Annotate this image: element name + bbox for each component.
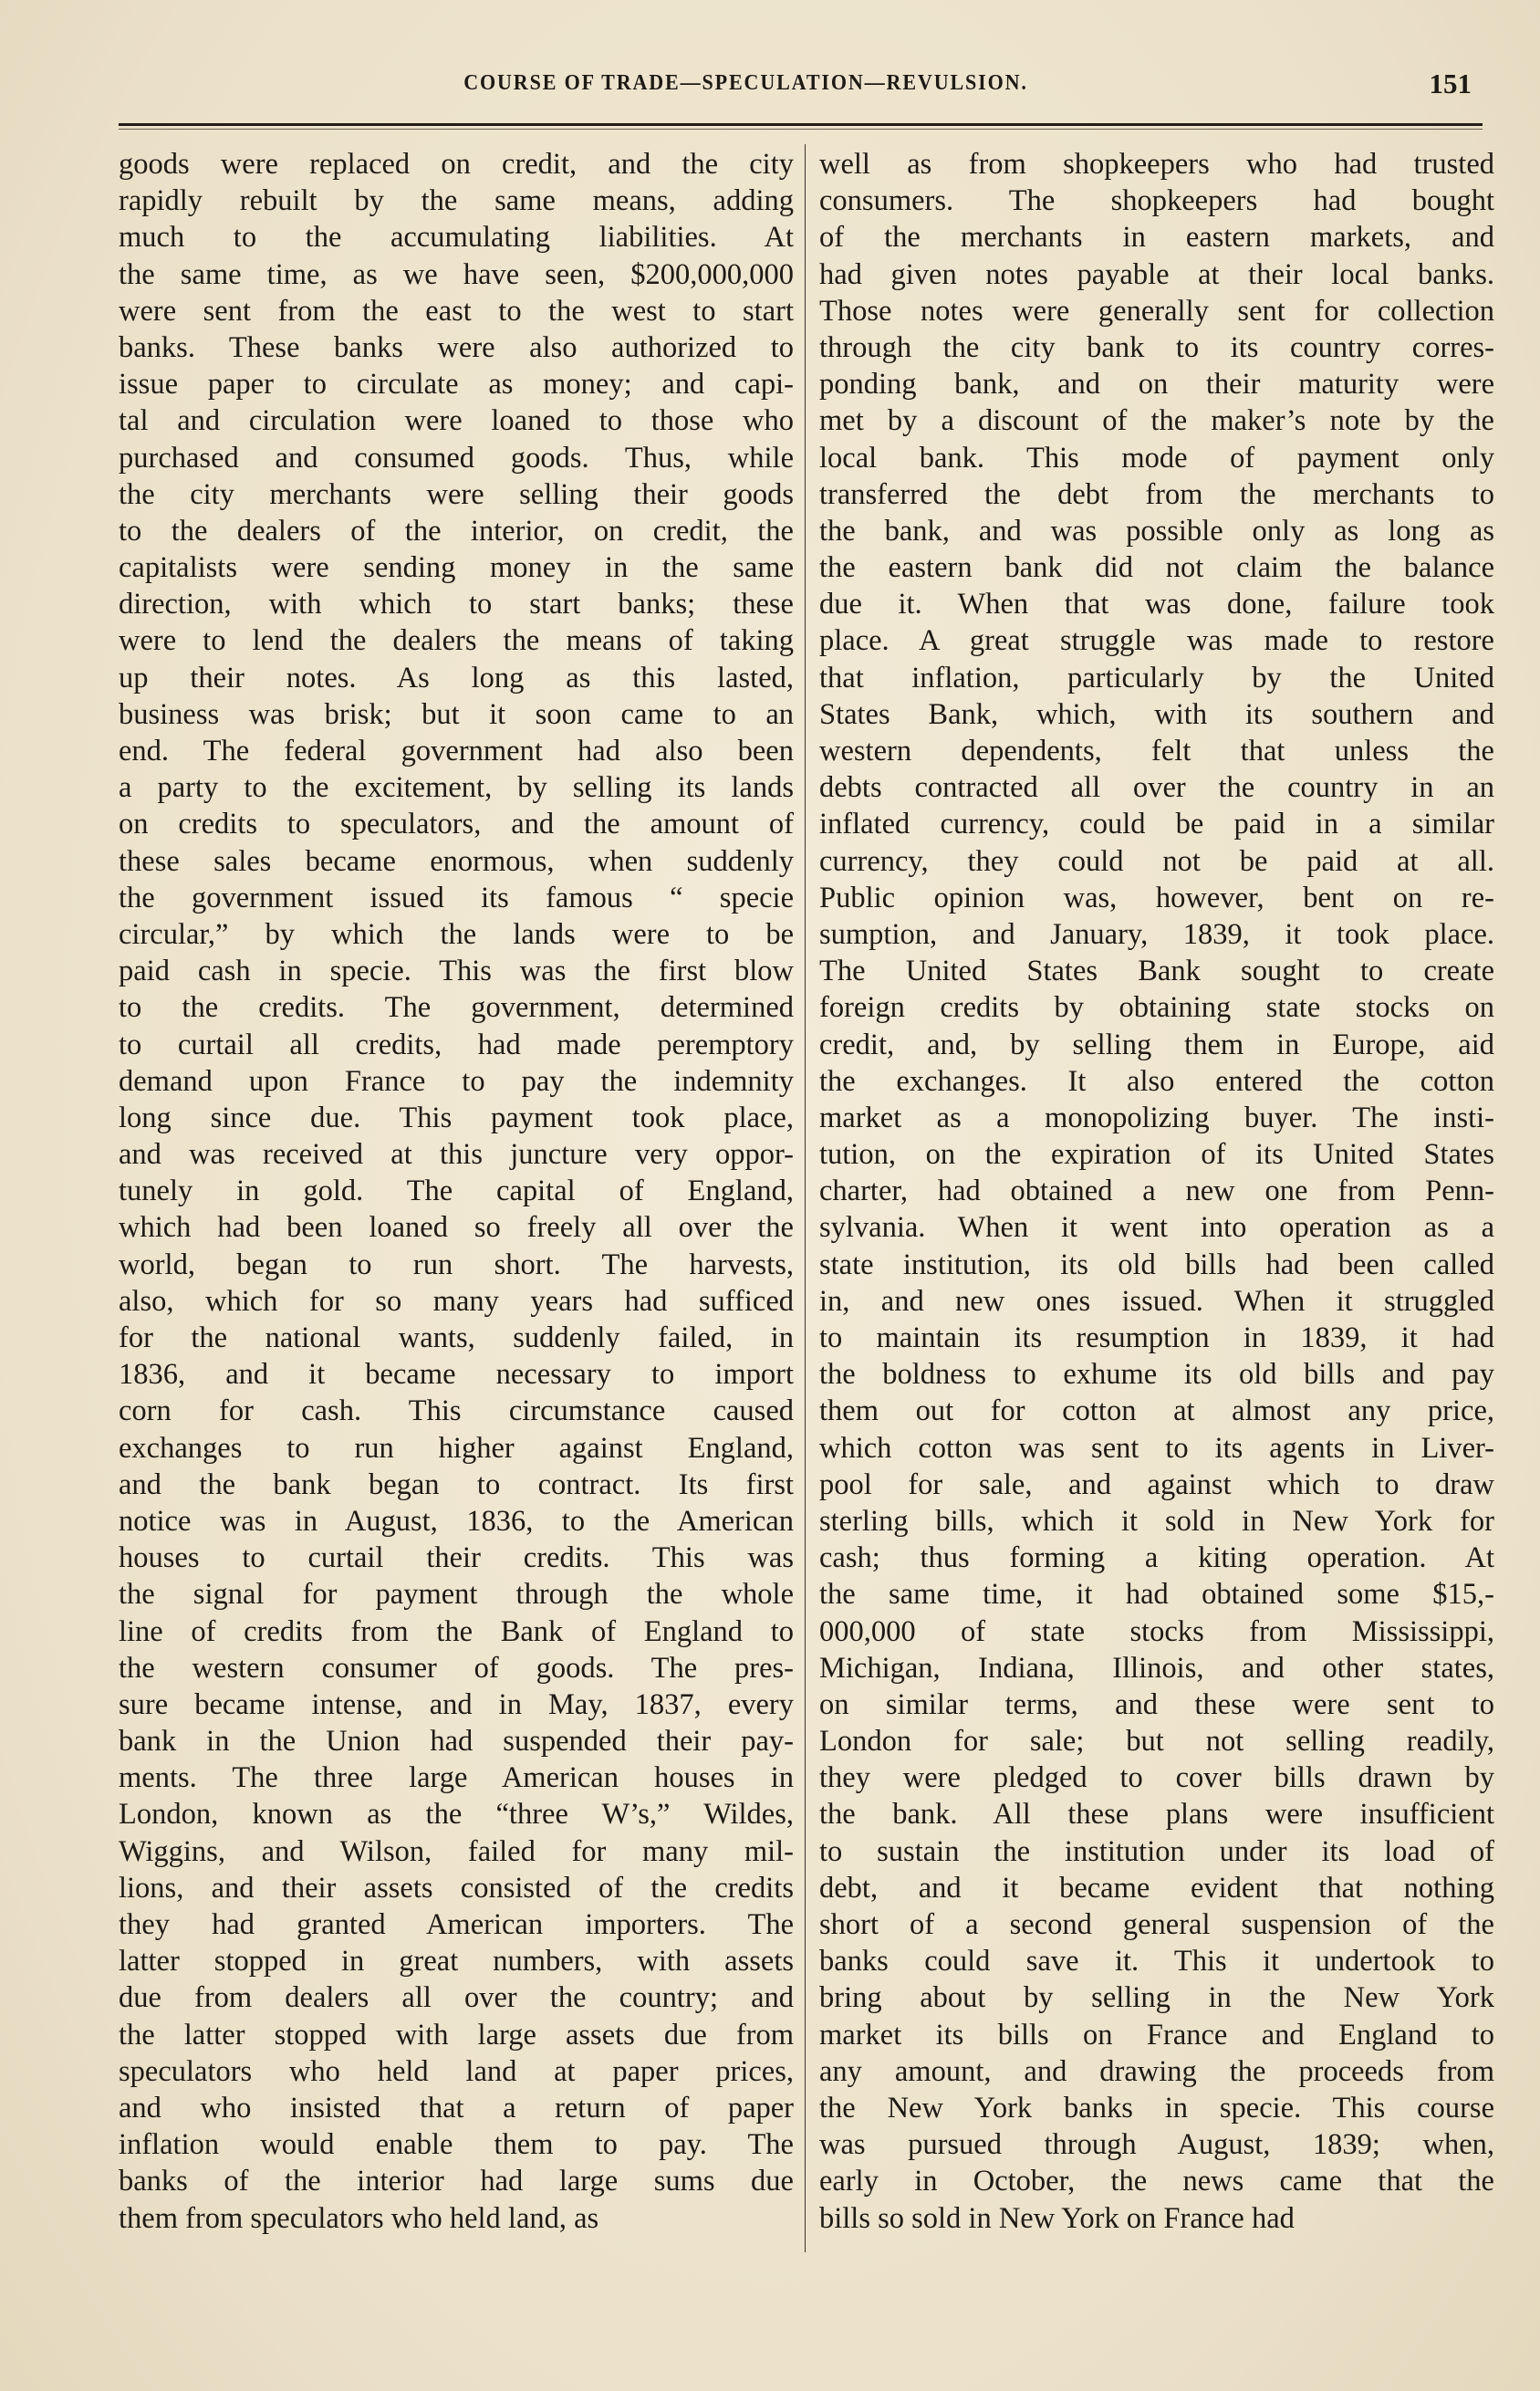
text-line: consumers. The shopkeepers had bought — [819, 184, 1494, 218]
text-line: banks of the interior had large sums due — [119, 2165, 794, 2198]
text-line: bring about by selling in the New York — [819, 1981, 1494, 2015]
text-line: speculators who held land at paper prices, — [119, 2054, 794, 2088]
text-line: the eastern bank did not claim the balance — [819, 551, 1494, 585]
text-line: to the credits. The government, determined — [119, 991, 794, 1025]
text-line: foreign credits by obtaining state stocks on — [819, 991, 1494, 1025]
text-line: capitalists were sending money in the same — [119, 551, 794, 585]
text-line: local bank. This mode of payment only — [819, 441, 1494, 475]
text-line: on similar terms, and these were sent to — [819, 1687, 1494, 1721]
text-line: goods were replaced on credit, and the city — [119, 148, 794, 181]
text-line: well as from shopkeepers who had trusted — [819, 148, 1494, 181]
text-line: ments. The three large American houses in — [119, 1761, 794, 1795]
text-line: cash; thus forming a kiting operation. At — [819, 1541, 1494, 1575]
text-line: issue paper to circulate as money; and capi- — [119, 368, 794, 402]
text-line: early in October, the news came that the — [819, 2165, 1494, 2198]
text-line: the New York banks in specie. This course — [819, 2091, 1494, 2125]
text-line: to the dealers of the interior, on credit, the — [119, 514, 794, 548]
text-line: to maintain its resumption in 1839, it had — [819, 1321, 1494, 1354]
text-line: these sales became enormous, when suddenly — [119, 844, 794, 878]
text-line: and the bank began to contract. Its first — [119, 1467, 794, 1501]
text-line: notice was in August, 1836, to the American — [119, 1504, 794, 1538]
text-line: exchanges to run higher against England, — [119, 1431, 794, 1465]
text-line: of the merchants in eastern markets, and — [819, 221, 1494, 255]
text-line: States Bank, which, with its southern and — [819, 697, 1494, 731]
text-line: any amount, and drawing the proceeds from — [819, 2054, 1494, 2088]
text-line: market as a monopolizing buyer. The insti- — [819, 1101, 1494, 1134]
text-line: met by a discount of the maker’s note by the — [819, 404, 1494, 438]
text-line: demand upon France to pay the indemnity — [119, 1064, 794, 1098]
text-line: Wiggins, and Wilson, failed for many mil- — [119, 1834, 794, 1868]
text-line: the exchanges. It also entered the cotton — [819, 1064, 1494, 1098]
text-line: for the national wants, suddenly failed, in — [119, 1321, 794, 1354]
text-line: Michigan, Indiana, Illinois, and other states, — [819, 1651, 1494, 1685]
text-line: debts contracted all over the country in an — [819, 771, 1494, 805]
text-line: currency, they could not be paid at all. — [819, 844, 1494, 878]
text-line: and was received at this juncture very oppor- — [119, 1138, 794, 1172]
text-line: sterling bills, which it sold in New York for — [819, 1504, 1494, 1538]
text-line: banks. These banks were also authorized to — [119, 330, 794, 364]
page-header — [119, 68, 1483, 108]
text-line: and who insisted that a return of paper — [119, 2091, 794, 2125]
text-line: which had been loaned so freely all over the — [119, 1211, 794, 1245]
text-line: sumption, and January, 1839, it took place. — [819, 917, 1494, 951]
text-line: sure became intense, and in May, 1837, every — [119, 1687, 794, 1721]
text-line: the signal for payment through the whole — [119, 1578, 794, 1612]
text-line: them out for cotton at almost any price, — [819, 1394, 1494, 1428]
text-line: lions, and their assets consisted of the credits — [119, 1871, 794, 1905]
running-head: COURSE OF TRADE—SPECULATION—REVULSION. — [463, 71, 1028, 95]
text-line: pool for sale, and against which to draw — [819, 1467, 1494, 1501]
text-line: through the city bank to its country corres- — [819, 330, 1494, 364]
text-line: them from speculators who held land, as — [119, 2201, 599, 2235]
text-line: the government issued its famous “ specie — [119, 881, 794, 914]
text-line: banks could save it. This it undertook to — [819, 1945, 1494, 1979]
text-line: bank in the Union had suspended their pay- — [119, 1725, 794, 1759]
text-line: due it. When that was done, failure took — [819, 588, 1494, 621]
text-line: houses to curtail their credits. This was — [119, 1541, 794, 1575]
header-rule — [119, 123, 1483, 126]
text-line: the western consumer of goods. The pres- — [119, 1651, 794, 1685]
right-column — [819, 146, 1494, 2237]
text-line: state institution, its old bills had been called — [819, 1248, 1494, 1281]
text-line: the bank. All these plans were insufficient — [819, 1798, 1494, 1832]
text-line: charter, had obtained a new one from Penn- — [819, 1175, 1494, 1208]
text-line: to curtail all credits, had made peremptory — [119, 1028, 794, 1061]
text-line: much to the accumulating liabilities. At — [119, 221, 794, 255]
text-line: tunely in gold. The capital of England, — [119, 1175, 794, 1208]
text-line: circular,” by which the lands were to be — [119, 917, 794, 951]
text-line: tution, on the expiration of its United States — [819, 1138, 1494, 1172]
text-line: short of a second general suspension of the — [819, 1908, 1494, 1941]
text-line: purchased and consumed goods. Thus, while — [119, 441, 794, 475]
text-line: tal and circulation were loaned to those who — [119, 404, 794, 438]
text-line: 000,000 of state stocks from Mississippi, — [819, 1614, 1494, 1648]
text-line: also, which for so many years had sufficed — [119, 1284, 794, 1318]
text-line: the city merchants were selling their goods — [119, 477, 794, 511]
text-line: the latter stopped with large assets due from — [119, 2018, 794, 2052]
page-number: 151 — [1429, 68, 1472, 99]
text-line: line of credits from the Bank of England to — [119, 1614, 794, 1648]
text-line: The United States Bank sought to create — [819, 955, 1494, 988]
text-line: the bank, and was possible only as long as — [819, 514, 1494, 548]
text-line: had given notes payable at their local banks. — [819, 257, 1494, 291]
text-line: London, known as the “three W’s,” Wildes, — [119, 1798, 794, 1832]
text-line: on credits to speculators, and the amount of — [119, 808, 794, 841]
text-line: due from dealers all over the country; and — [119, 1981, 794, 2015]
text-line: direction, with which to start banks; these — [119, 588, 794, 621]
text-line: was pursued through August, 1839; when, — [819, 2128, 1494, 2162]
text-line: sylvania. When it went into operation as a — [819, 1211, 1494, 1245]
text-line: ponding bank, and on their maturity were — [819, 368, 1494, 402]
text-line: Public opinion was, however, bent on re- — [819, 881, 1494, 914]
column-divider — [805, 144, 806, 2252]
text-line: London for sale; but not selling readily, — [819, 1725, 1494, 1759]
text-line: they were pledged to cover bills drawn by — [819, 1761, 1494, 1795]
text-line: up their notes. As long as this lasted, — [119, 661, 794, 694]
text-line: world, began to run short. The harvests, — [119, 1248, 794, 1281]
text-line: credit, and, by selling them in Europe, aid — [819, 1028, 1494, 1061]
header-rule-fine — [119, 129, 1483, 130]
text-line: rapidly rebuilt by the same means, adding — [119, 184, 794, 218]
text-line: the same time, it had obtained some $15,- — [819, 1578, 1494, 1612]
text-line: western dependents, felt that unless the — [819, 735, 1494, 767]
text-line: place. A great struggle was made to restore — [819, 624, 1494, 658]
text-line: paid cash in specie. This was the first blow — [119, 955, 794, 988]
text-line: corn for cash. This circumstance caused — [119, 1394, 794, 1428]
text-line: 1836, and it became necessary to import — [119, 1358, 794, 1392]
text-line: bills so sold in New York on France had — [819, 2201, 1295, 2235]
text-line: the boldness to exhume its old bills and pay — [819, 1358, 1494, 1392]
text-line: the same time, as we have seen, $200,000,000 — [119, 257, 794, 291]
text-line: to sustain the institution under its load of — [819, 1834, 1494, 1868]
text-line: that inflation, particularly by the United — [819, 661, 1494, 694]
text-line: market its bills on France and England to — [819, 2018, 1494, 2052]
text-line: debt, and it became evident that nothing — [819, 1871, 1494, 1905]
text-line: latter stopped in great numbers, with assets — [119, 1945, 794, 1979]
text-line: in, and new ones issued. When it struggled — [819, 1284, 1494, 1318]
text-line: transferred the debt from the merchants to — [819, 477, 1494, 511]
text-line: inflation would enable them to pay. The — [119, 2128, 794, 2162]
text-line: business was brisk; but it soon came to an — [119, 697, 794, 731]
text-line: long since due. This payment took place, — [119, 1101, 794, 1134]
text-line: they had granted American importers. The — [119, 1908, 794, 1941]
text-line: were to lend the dealers the means of taking — [119, 624, 794, 658]
left-column — [119, 146, 794, 2237]
text-line: Those notes were generally sent for collection — [819, 294, 1494, 328]
text-line: a party to the excitement, by selling its lands — [119, 771, 794, 805]
text-line: inflated currency, could be paid in a similar — [819, 808, 1494, 841]
text-line: which cotton was sent to its agents in Liver- — [819, 1431, 1494, 1465]
text-line: were sent from the east to the west to start — [119, 294, 794, 328]
text-line: end. The federal government had also been — [119, 735, 794, 767]
